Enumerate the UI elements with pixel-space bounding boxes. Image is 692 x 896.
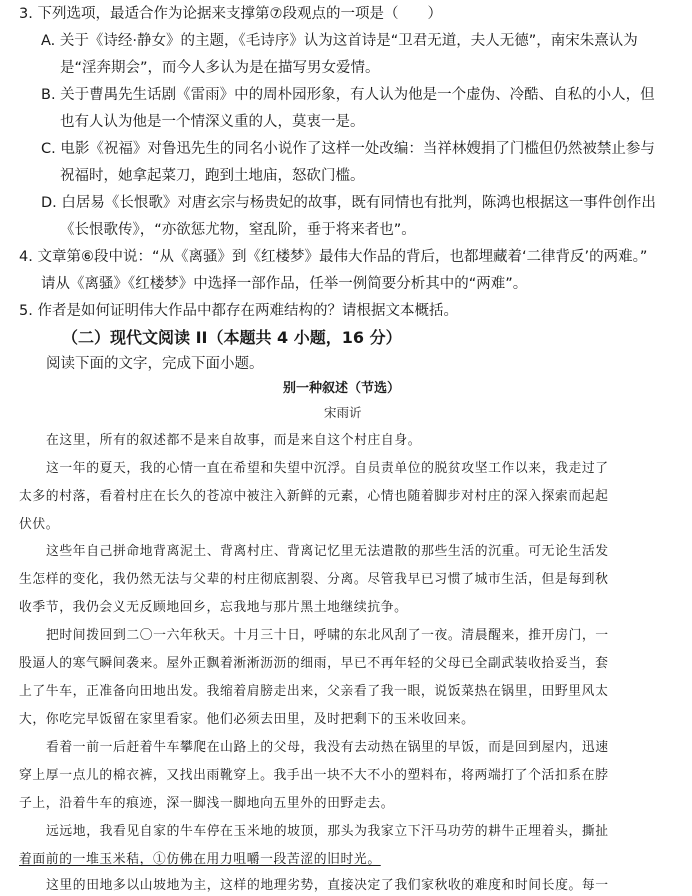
q4-line1: 4. 文章第⑥段中说：“从《离骚》到《红楼梦》最伟大作品的背后，也都埋藏着‘二律背反’的两难。” — [19, 249, 648, 265]
paragraph-6-line-2: 着面前的一堆玉米秸，①仿佛在用力咀嚼一段苦涩的旧时光。 — [19, 852, 381, 867]
paragraph-4-line-3: 上了牛车，正准备向田地出发。我缩着肩膀走出来，父亲看了我一眼，说饭菜热在锅里，田野里风太 — [19, 684, 609, 699]
q3-stem: 3. 下列选项，最适合作为论据来支撑第⑦段观点的一项是（ ） — [19, 6, 442, 22]
section-instruction: 阅读下面的文字，完成下面小题。 — [46, 356, 264, 372]
paragraph-4-line-1: 把时间拨回到二〇一六年秋天。十月三十日，呼啸的东北风刮了一夜。清晨醒来，推开房门，一 — [46, 628, 609, 643]
paragraph-5-line-3: 子上，沿着牛车的痕迹，深一脚浅一脚地向五里外的田野走去。 — [19, 796, 395, 811]
paragraph-4-line-2: 股逼人的寒气瞬间袭来。屋外正飘着淅淅沥沥的细雨，早已不再年轻的父母已全副武装收拾妥当，套 — [19, 656, 609, 671]
q3-option-b-line2: 也有人认为他是一个情深义重的人，莫衷一是。 — [60, 114, 365, 130]
q3-option-c-line2: 祝福时，她拿起菜刀，跑到土地庙，怒砍门槛。 — [60, 168, 365, 184]
section-heading: （二）现代文阅读 II（本题共 4 小题，16 分） — [62, 328, 402, 347]
paragraph-3-line-3: 收季节，我仍会义无反顾地回乡，忘我地与那片黑土地继续抗争。 — [19, 600, 408, 615]
q3-option-a-line1: A. 关于《诗经·静女》的主题，《毛诗序》认为这首诗是“卫君无道，夫人无德”，南宋朱熹认为 — [41, 33, 638, 49]
q3-option-b-line1: B. 关于曹禺先生话剧《雷雨》中的周朴园形象，有人认为他是一个虚伪、冷酷、自私的小人，但 — [41, 87, 655, 103]
q3-option-d-line1: D. 白居易《长恨歌》对唐玄宗与杨贵妃的故事，既有同情也有批判，陈鸿也根据这一事件创作出 — [41, 195, 656, 211]
q3-option-a-line2: 是“淫奔期会”，而今人多认为是在描写男女爱情。 — [60, 60, 380, 76]
paragraph-4-line-4: 大，你吃完早饭留在家里看家。他们必须去田里，及时把剩下的玉米收回来。 — [19, 712, 475, 727]
paragraph-5-line-1: 看着一前一后赶着牛车攀爬在山路上的父母，我没有去动热在锅里的早饭，而是回到屋内，迅速 — [46, 740, 609, 755]
paragraph-1-line-1: 在这里，所有的叙述都不是来自故事，而是来自这个村庄自身。 — [46, 433, 422, 448]
q3-option-d-line2: 《长恨歌传》，“亦欲惩尤物，窒乱阶，垂于将来者也”。 — [60, 222, 416, 238]
paragraph-7-line-1: 这里的田地多以山坡地为主，这样的地理劣势，直接决定了我们家秋收的难度和时间长度。每一 — [46, 878, 609, 893]
article-title: 别一种叙述（节选） — [283, 381, 401, 396]
q3-option-c-line1: C. 电影《祝福》对鲁迅先生的同名小说作了这样一处改编：当祥林嫂捐了门槛但仍然被禁止参与 — [41, 141, 655, 157]
paragraph-3-line-2: 生怎样的变化，我仍然无法与父辈的村庄彻底割裂、分离。尽管我早已习惯了城市生活，但是每到秋 — [19, 572, 609, 587]
paragraph-3-line-1: 这些年自己拼命地背离泥土、背离村庄、背离记忆里无法遣散的那些生活的沉重。可无论生活发 — [46, 544, 609, 559]
q5-stem: 5. 作者是如何证明伟大作品中都存在两难结构的？请根据文本概括。 — [19, 303, 458, 319]
paragraph-6-line-1: 远远地，我看见自家的牛车停在玉米地的坡顶，那头为我家立下汗马功劳的耕牛正埋着头，撕扯 — [46, 824, 609, 839]
paragraph-2-line-2: 太多的村落，看着村庄在长久的苍凉中被注入新鲜的元素，心情也随着脚步对村庄的深入探索而起起 — [19, 489, 609, 504]
paragraph-2-line-3: 伏伏。 — [19, 517, 60, 532]
article-author: 宋雨䜣 — [324, 405, 362, 420]
paragraph-5-line-2: 穿上厚一点儿的棉衣裤，又找出雨靴穿上。我手出一块不大不小的塑料布，将两端打了个活扣系在脖 — [19, 768, 609, 783]
q4-line2: 请从《离骚》《红楼梦》中选择一部作品，任举一例简要分析其中的“两难”。 — [41, 276, 528, 292]
paragraph-2-line-1: 这一年的夏天，我的心情一直在希望和失望中沉浮。自员责单位的脱贫攻坚工作以来，我走过了 — [46, 461, 609, 476]
